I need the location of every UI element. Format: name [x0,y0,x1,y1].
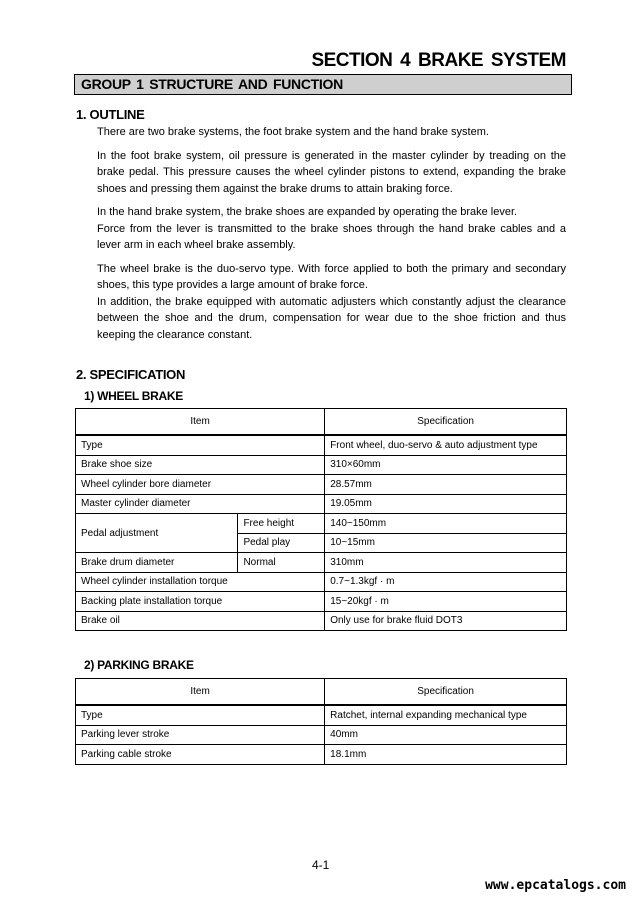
column-header-item: Item [76,409,325,436]
table-row [76,475,567,495]
sub-item-cell: Normal [238,553,325,573]
outline-paragraph-6: In addition, the brake equipped with automatic adjusters which constantly adjust the clearance between the shoe and the drum, compensation for wear due to the shoe friction and thus keeping the clearance constant. [97,295,566,341]
spec-cell: Front wheel, duo-servo & auto adjustment type [325,435,567,455]
outline-heading: 1. OUTLINE [76,107,145,122]
item-cell: Master cylinder diameter [76,494,325,514]
table-row [76,592,567,612]
table-row [76,494,567,514]
outline-paragraph-4: Force from the lever is transmitted to the brake shoes through the hand brake cables and a lever arm in each wheel brake assembly. [97,222,566,251]
item-cell: Parking cable stroke [76,745,325,765]
outline-text [97,124,566,343]
spec-cell: 19.05mm [325,494,567,514]
table-header-row [76,679,567,706]
item-cell: Brake oil [76,611,325,631]
sub-item-cell: Pedal play [238,533,325,553]
item-cell: Pedal adjustment [76,514,238,553]
spec-cell: 310×60mm [325,455,567,475]
section-title: SECTION 4 BRAKE SYSTEM [311,50,566,71]
spec-cell: 18.1mm [325,745,567,765]
table-row [76,572,567,592]
outline-paragraph-2: In the foot brake system, oil pressure is generated in the master cylinder by treading on the brake pedal. This pressure causes the wheel cylinder pistons to extend, expanding the brake shoes and pressing them against the brake drums to attain braking force. [97,149,566,195]
group-title: GROUP 1 STRUCTURE AND FUNCTION [74,74,572,95]
outline-paragraph-1: There are two brake systems, the foot brake system and the hand brake system. [97,126,489,138]
page-number: 4-1 [312,858,330,872]
item-cell: Brake shoe size [76,455,325,475]
table-header-row [76,409,567,436]
item-cell: Backing plate installation torque [76,592,325,612]
table-row [76,725,567,745]
specification-heading: 2. SPECIFICATION [76,367,186,382]
spec-cell: 310mm [325,553,567,573]
table-row [76,435,567,455]
table-row [76,455,567,475]
spec-cell: Ratchet, internal expanding mechanical type [325,705,567,725]
parking-brake-table [75,678,567,765]
column-header-item: Item [76,679,325,706]
wheel-brake-table [75,408,567,631]
item-cell: Brake drum diameter [76,553,238,573]
item-cell: Wheel cylinder installation torque [76,572,325,592]
spec-cell: Only use for brake fluid DOT3 [325,611,567,631]
item-cell: Wheel cylinder bore diameter [76,475,325,495]
spec-cell: 0.7~1.3kgf · m [325,572,567,592]
spec-cell: 28.57mm [325,475,567,495]
spec-cell: 15~20kgf · m [325,592,567,612]
table-row [76,514,567,534]
outline-paragraph-5: The wheel brake is the duo-servo type. With force applied to both the primary and secondary shoes, this type provides a large amount of brake force. [97,262,566,291]
table-row [76,705,567,725]
column-header-specification: Specification [325,409,567,436]
spec-cell: 140~150mm [325,514,567,534]
table-row [76,745,567,765]
parking-brake-heading: 2) PARKING BRAKE [84,658,194,672]
watermark: www.epcatalogs.com [485,878,626,893]
item-cell: Type [76,435,325,455]
sub-item-cell: Free height [238,514,325,534]
table-row [76,611,567,631]
item-cell: Parking lever stroke [76,725,325,745]
table-row [76,553,567,573]
spec-cell: 40mm [325,725,567,745]
item-cell: Type [76,705,325,725]
outline-paragraph-3: In the hand brake system, the brake shoes are expanded by operating the brake lever. [97,206,518,218]
spec-cell: 10~15mm [325,533,567,553]
column-header-specification: Specification [325,679,567,706]
wheel-brake-heading: 1) WHEEL BRAKE [84,389,183,403]
